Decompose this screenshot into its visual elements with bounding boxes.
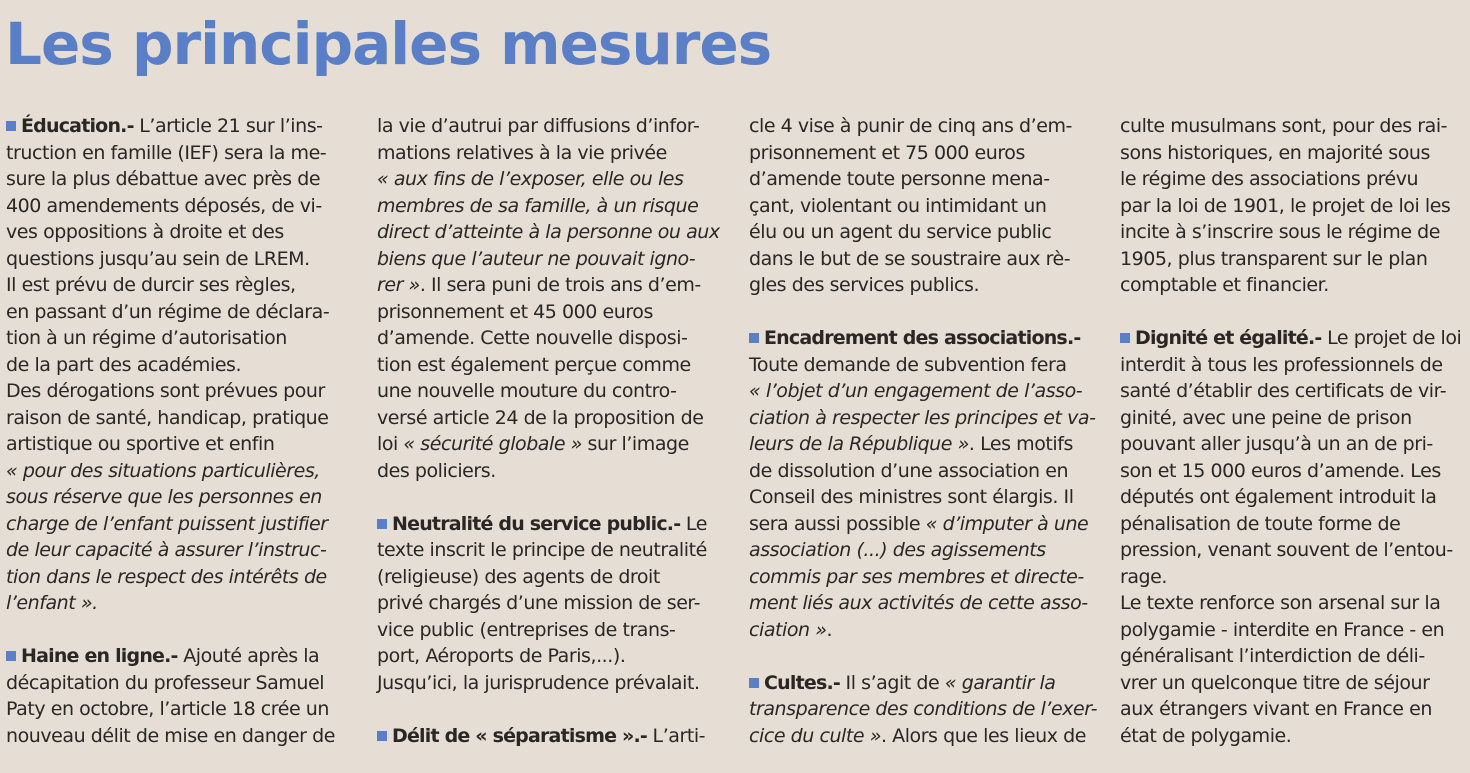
text-line — [1120, 140, 1461, 167]
text-line — [6, 643, 335, 670]
body-text: Des dérogations sont prévues pour — [6, 380, 325, 402]
body-text: culte musulmans sont, pour des rai- — [1120, 115, 1448, 137]
body-text: dans le but de se soustraire aux rè- — [749, 247, 1071, 270]
quote-text: charge de l’enfant puissent justifier — [6, 512, 328, 535]
body-text: mations relatives à la vie privée — [377, 141, 667, 164]
article-section — [749, 670, 1097, 750]
body-text: polygamie - interdite en France - en — [1120, 618, 1445, 641]
text-line — [1120, 166, 1461, 193]
quote-text: association (...) des agissements — [749, 539, 1046, 561]
body-text: interdit à tous les professionnels de — [1120, 353, 1443, 376]
body-text: çant, violentant ou intimidant un — [749, 194, 1047, 217]
text-line — [1120, 352, 1461, 379]
text-line — [1120, 431, 1461, 458]
text-line — [749, 511, 1097, 538]
body-text: truction en famille (IEF) sera la me- — [6, 141, 327, 164]
body-text: de dissolution d’une association en — [749, 459, 1069, 482]
body-text: vice public (entreprises de trans- — [377, 618, 676, 641]
body-text: ginité, avec une peine de prison — [1120, 406, 1412, 429]
text-line — [6, 537, 335, 564]
body-text: état de polygamie. — [1120, 724, 1292, 747]
body-text: sur l’image — [581, 433, 689, 455]
quote-text: tion dans le respect des intérêts de — [6, 565, 327, 588]
section-bullet-icon — [1120, 333, 1130, 343]
section-heading: Haine en ligne.- — [21, 645, 178, 667]
text-line — [377, 325, 720, 352]
section-spacer — [749, 299, 1097, 326]
text-line — [749, 723, 1097, 750]
body-text: privé chargés d’une mission de ser- — [377, 592, 700, 614]
text-line — [6, 564, 335, 591]
text-line — [377, 193, 720, 220]
body-text: cle 4 vise à punir de cinq ans d’em- — [749, 115, 1072, 137]
text-line — [377, 246, 720, 273]
text-line — [6, 458, 335, 485]
text-line — [6, 378, 335, 405]
body-text: son et 15 000 euros d’amende. Les — [1120, 459, 1441, 482]
body-text: . Les motifs — [968, 433, 1073, 455]
text-line — [1120, 723, 1461, 750]
body-text: prisonnement et 45 000 euros — [377, 300, 653, 323]
body-text: prisonnement et 75 000 euros — [749, 141, 1025, 164]
text-line — [1120, 113, 1461, 140]
body-text: questions jusqu’au sein de LREM. — [6, 247, 310, 270]
text-line — [1120, 272, 1461, 299]
text-line — [1120, 537, 1461, 564]
quote-text: leurs de la République » — [749, 433, 969, 455]
article-section — [749, 325, 1097, 643]
text-line — [377, 140, 720, 167]
text-line — [1120, 219, 1461, 246]
quote-text: sous réserve que les personnes en — [6, 486, 322, 508]
body-text: artistique ou sportive et enfin — [6, 433, 275, 455]
text-line — [749, 696, 1097, 723]
text-line — [6, 113, 335, 140]
body-text: Toute demande de subvention fera — [749, 353, 1067, 376]
quote-text: ciation à respecter les principes et va- — [749, 406, 1096, 429]
body-text: raison de santé, handicap, pratique — [6, 406, 329, 429]
body-text: députés ont également introduit la — [1120, 486, 1437, 508]
body-text: versé article 24 de la proposition de — [377, 406, 704, 429]
section-spacer — [6, 617, 335, 644]
text-line — [6, 140, 335, 167]
section-heading: Dignité et égalité.- — [1135, 327, 1322, 349]
section-spacer — [377, 696, 720, 723]
quote-text: ciation » — [749, 618, 827, 641]
body-text: Ajouté après la — [177, 645, 320, 667]
body-text: 1905, plus transparent sur le plan — [1120, 247, 1428, 270]
article-column-1 — [6, 113, 335, 749]
body-text: tion à un régime d’autorisation — [6, 327, 287, 349]
body-text: (religieuse) des agents de droit — [377, 565, 660, 588]
article-section — [749, 113, 1097, 299]
text-line — [6, 405, 335, 432]
quote-text: « aux fins de l’exposer, elle ou les — [377, 168, 684, 190]
quote-text: membres de sa famille, à un risque — [377, 194, 699, 217]
quote-text: direct d’atteinte à la personne ou aux — [377, 221, 720, 243]
text-line — [749, 617, 1097, 644]
body-text: comptable et financier. — [1120, 274, 1329, 296]
section-bullet-icon — [377, 519, 387, 529]
text-line — [6, 696, 335, 723]
body-text: Il est prévu de durcir ses règles, — [6, 274, 296, 296]
body-text: élu ou un agent du service public — [749, 221, 1052, 243]
quote-text: « pour des situations particulières, — [6, 459, 320, 482]
text-line — [1120, 617, 1461, 644]
body-text: santé d’établir des certificats de vir- — [1120, 380, 1447, 402]
article-column-3 — [749, 113, 1097, 749]
text-line — [377, 643, 720, 670]
text-line — [749, 537, 1097, 564]
body-text: . Alors que les lieux de — [880, 724, 1086, 747]
text-line — [749, 272, 1097, 299]
text-line — [1120, 564, 1461, 591]
text-line — [749, 564, 1097, 591]
body-text: texte inscrit le principe de neutralité — [377, 539, 707, 561]
body-text: Le projet de loi — [1321, 327, 1462, 349]
body-text: décapitation du professeur Samuel — [6, 671, 325, 694]
page-title: Les principales mesures — [5, 10, 772, 78]
body-text: la vie d’autrui par diffusions d’infor- — [377, 115, 700, 137]
text-line — [749, 431, 1097, 458]
text-line — [377, 617, 720, 644]
text-line — [1120, 378, 1461, 405]
quote-text: biens que l’auteur ne pouvait igno- — [377, 247, 696, 270]
section-bullet-icon — [377, 731, 387, 741]
text-line — [1120, 590, 1461, 617]
section-heading: Éducation.- — [21, 115, 134, 137]
body-text: Il s’agit de — [839, 671, 945, 694]
body-text: Le texte renforce son arsenal sur la — [1120, 592, 1441, 614]
quote-text: « garantir la — [944, 671, 1056, 694]
text-line — [6, 670, 335, 697]
body-text: rage. — [1120, 565, 1167, 588]
quote-text: cice du culte » — [749, 724, 881, 747]
body-text: pouvant aller jusqu’à un an de pri- — [1120, 433, 1433, 455]
article-section — [6, 643, 335, 749]
body-text: . — [826, 618, 833, 641]
text-line — [377, 272, 720, 299]
body-text: sera aussi possible — [749, 512, 926, 535]
section-spacer — [377, 484, 720, 511]
article-section — [1120, 325, 1461, 749]
section-bullet-icon — [6, 651, 16, 661]
body-text: port, Aéroports de Paris,...). — [377, 645, 626, 667]
body-text: vrer un quelconque titre de séjour — [1120, 671, 1430, 694]
text-line — [1120, 643, 1461, 670]
body-text: sons historiques, en majorité sous — [1120, 141, 1430, 164]
text-line — [749, 378, 1097, 405]
text-line — [6, 219, 335, 246]
body-text: en passant d’un régime de déclara- — [6, 300, 330, 323]
body-text: nouveau délit de mise en danger de — [6, 724, 335, 747]
article-column-4 — [1120, 113, 1461, 749]
section-heading: Cultes.- — [764, 671, 840, 694]
body-text: Le — [680, 512, 707, 535]
text-line — [6, 723, 335, 750]
text-line — [377, 378, 720, 405]
body-text: Paty en octobre, l’article 18 crée un — [6, 698, 329, 720]
body-text: le régime des associations prévu — [1120, 168, 1419, 190]
section-bullet-icon — [749, 678, 759, 688]
quote-text: « sécurité globale » — [403, 433, 582, 455]
text-line — [6, 325, 335, 352]
text-line — [6, 484, 335, 511]
body-text: loi — [377, 433, 404, 455]
text-line — [377, 299, 720, 326]
body-text: gles des services publics. — [749, 274, 980, 296]
text-line — [377, 511, 720, 538]
text-line — [749, 670, 1097, 697]
section-spacer — [749, 643, 1097, 670]
text-line — [6, 246, 335, 273]
text-line — [6, 431, 335, 458]
text-line — [6, 166, 335, 193]
text-line — [749, 113, 1097, 140]
text-line — [749, 219, 1097, 246]
body-text: pénalisation de toute forme de — [1120, 512, 1401, 535]
quote-text: de leur capacité à assurer l’instruc- — [6, 539, 327, 561]
text-line — [1120, 670, 1461, 697]
body-text: de la part des académies. — [6, 353, 242, 376]
text-line — [749, 140, 1097, 167]
quote-text: transparence des conditions de l’exer- — [749, 698, 1098, 720]
text-line — [377, 723, 720, 750]
body-text: . Il sera puni de trois ans d’em- — [419, 274, 701, 296]
text-line — [749, 458, 1097, 485]
body-text: 400 amendements déposés, de vi- — [6, 194, 322, 217]
text-line — [749, 246, 1097, 273]
section-heading: Neutralité du service public.- — [392, 512, 681, 535]
text-line — [377, 670, 720, 697]
text-line — [6, 511, 335, 538]
text-line — [749, 352, 1097, 379]
text-line — [6, 299, 335, 326]
section-bullet-icon — [6, 121, 16, 131]
quote-text: commis par ses membres et directe- — [749, 565, 1084, 588]
text-line — [377, 405, 720, 432]
text-line — [377, 537, 720, 564]
text-line — [1120, 458, 1461, 485]
body-text: une nouvelle mouture du contro- — [377, 380, 677, 402]
section-heading: Délit de « séparatisme ».- — [392, 724, 647, 747]
body-text: ves oppositions à droite et des — [6, 221, 284, 243]
text-line — [749, 193, 1097, 220]
body-text: aux étrangers vivant en France en — [1120, 698, 1432, 720]
quote-text: « d’imputer à une — [925, 512, 1089, 535]
body-text: d’amende toute personne mena- — [749, 168, 1050, 190]
text-line — [377, 564, 720, 591]
text-line — [749, 325, 1097, 352]
body-text: Jusqu’ici, la jurisprudence prévalait. — [377, 671, 700, 694]
text-line — [749, 405, 1097, 432]
body-text: généralisant l’interdiction de déli- — [1120, 645, 1425, 667]
article-section — [377, 511, 720, 697]
article-section — [377, 723, 720, 750]
text-line — [1120, 511, 1461, 538]
text-line — [6, 272, 335, 299]
section-spacer — [1120, 299, 1461, 326]
body-text: des policiers. — [377, 459, 496, 482]
body-text: Conseil des ministres sont élargis. Il — [749, 486, 1074, 508]
text-line — [377, 431, 720, 458]
text-line — [1120, 484, 1461, 511]
body-text: d’amende. Cette nouvelle disposi- — [377, 327, 688, 349]
article-column-2 — [377, 113, 720, 749]
article-section — [1120, 113, 1461, 299]
quote-text: ment liés aux activités de cette asso- — [749, 592, 1088, 614]
text-line — [377, 352, 720, 379]
body-text: sure la plus débattue avec près de — [6, 168, 321, 190]
text-line — [1120, 246, 1461, 273]
text-line — [1120, 696, 1461, 723]
text-line — [1120, 193, 1461, 220]
text-line — [1120, 405, 1461, 432]
body-text: L’article 21 sur l’ins- — [133, 115, 323, 137]
body-text: L’arti- — [646, 724, 706, 747]
text-line — [749, 166, 1097, 193]
text-line — [377, 590, 720, 617]
text-line — [377, 166, 720, 193]
section-heading: Encadrement des associations.- — [764, 327, 1081, 349]
body-text: par la loi de 1901, le projet de loi les — [1120, 194, 1451, 217]
article-section — [377, 113, 720, 484]
section-bullet-icon — [749, 333, 759, 343]
text-line — [377, 458, 720, 485]
text-line — [1120, 325, 1461, 352]
text-line — [377, 113, 720, 140]
text-line — [6, 352, 335, 379]
article-section — [6, 113, 335, 617]
quote-text: « l’objet d’un engagement de l’asso- — [749, 380, 1083, 402]
text-line — [749, 484, 1097, 511]
body-text: tion est également perçue comme — [377, 353, 691, 376]
text-line — [6, 590, 335, 617]
quote-text: rer » — [377, 274, 420, 296]
body-text: pression, venant souvent de l’entou- — [1120, 539, 1453, 561]
body-text: incite à s’inscrire sous le régime de — [1120, 221, 1440, 243]
text-line — [749, 590, 1097, 617]
text-line — [377, 219, 720, 246]
text-line — [6, 193, 335, 220]
quote-text: l’enfant ». — [6, 592, 98, 614]
